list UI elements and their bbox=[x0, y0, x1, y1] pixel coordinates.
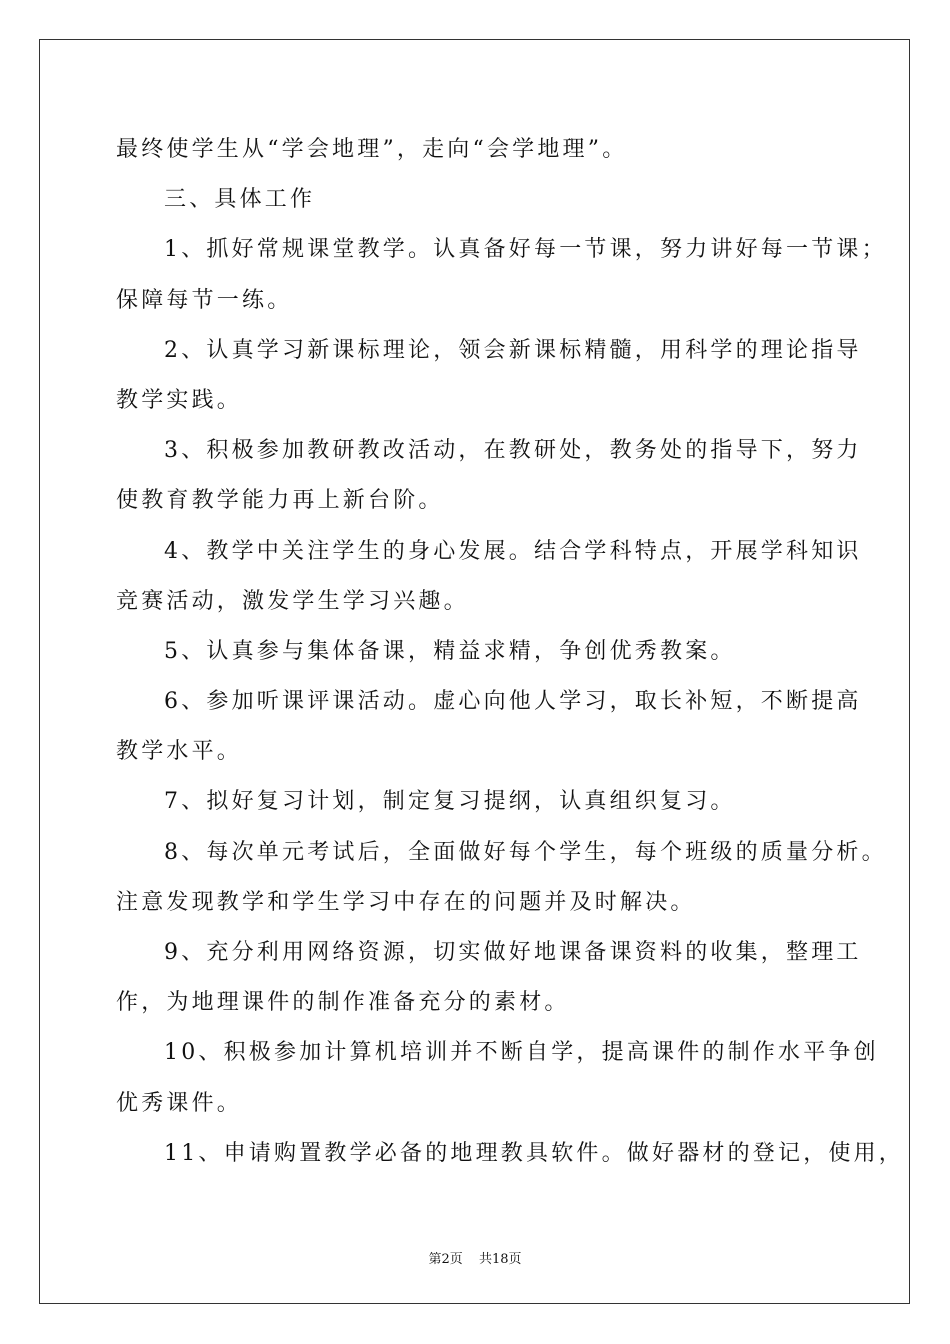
text-line: 作，为地理课件的制作准备充分的素材。 bbox=[116, 990, 570, 1016]
text-line: 3、积极参加教研教改活动，在教研处，教务处的指导下，努力 bbox=[164, 438, 862, 464]
text-line: 教学水平。 bbox=[116, 739, 243, 765]
text-line: 1、抓好常规课堂教学。认真备好每一节课，努力讲好每一节课； bbox=[164, 237, 887, 263]
page-footer bbox=[0, 1248, 950, 1267]
text-line: 9、充分利用网络资源，切实做好地课备课资料的收集，整理工 bbox=[164, 940, 862, 965]
section-heading: 三、具体工作 bbox=[164, 187, 316, 213]
text-line: 教学实践。 bbox=[116, 387, 243, 413]
text-line: 6、参加听课评课活动。虚心向他人学习，取长补短，不断提高 bbox=[164, 689, 862, 715]
text-line: 7、拟好复习计划，制定复习提纲，认真组织复习。 bbox=[164, 789, 736, 815]
text-line: 4、教学中关注学生的身心发展。结合学科特点，开展学科知识 bbox=[164, 538, 862, 564]
text-line: 2、认真学习新课标理论，领会新课标精髓，用科学的理论指导 bbox=[164, 337, 862, 363]
text-line: 10、积极参加计算机培训并不断自学，提高课件的制作水平争创 bbox=[164, 1040, 879, 1066]
text-line: 使教育教学能力再上新台阶。 bbox=[116, 488, 444, 514]
text-line: 最终使学生从“学会地理”，走向“会学地理”。 bbox=[116, 137, 628, 162]
page-total: 共18页 bbox=[478, 1252, 522, 1267]
text-line: 优秀课件。 bbox=[116, 1090, 243, 1116]
text-line: 竞赛活动，激发学生学习兴趣。 bbox=[116, 588, 469, 614]
text-line: 8、每次单元考试后，全面做好每个学生，每个班级的质量分析。 bbox=[164, 839, 887, 865]
text-line: 注意发现教学和学生学习中存在的问题并及时解决。 bbox=[116, 889, 696, 915]
document-body bbox=[116, 125, 904, 1179]
text-line: 5、认真参与集体备课，精益求精，争创优秀教案。 bbox=[164, 638, 736, 664]
text-line: 保障每节一练。 bbox=[116, 287, 293, 313]
text-line: 11、申请购置教学必备的地理教具软件。做好器材的登记，使用， bbox=[164, 1140, 904, 1166]
page-number: 第2页 bbox=[428, 1252, 463, 1267]
